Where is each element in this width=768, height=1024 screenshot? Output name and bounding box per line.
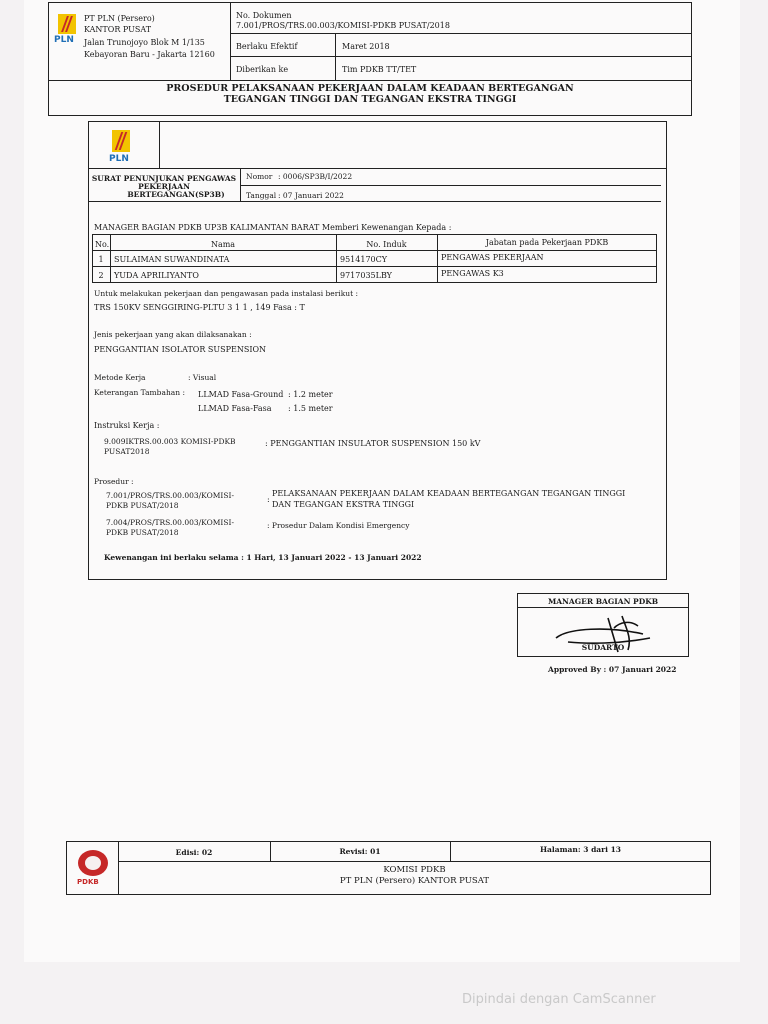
procedure2-value: : Prosedur Dalam Kondisi Emergency: [267, 521, 410, 530]
extra-label: Keterangan Tambahan :: [94, 388, 185, 397]
method-label: Metode Kerja: [94, 373, 146, 382]
org-line3: Jalan Trunojoyo Blok M 1/135: [84, 38, 205, 47]
pln-logo-icon: [110, 130, 132, 164]
org-line2: KANTOR PUSAT: [84, 25, 152, 34]
footer-committee-line1: KOMISI PDKB: [383, 865, 446, 875]
org-line4: Kebayoran Baru - Jakarta 12160: [84, 50, 215, 59]
pln-logo-text: PLN: [54, 35, 74, 45]
tanggal-value: : 07 Januari 2022: [278, 191, 344, 200]
footer-committee-line2: PT PLN (Persero) KANTOR PUSAT: [339, 876, 490, 886]
doc-title-line2: TEGANGAN TINGGI DAN TEGANGAN EKSTRA TINGGI: [223, 94, 517, 105]
llmad-ground-value: : 1.2 meter: [288, 390, 333, 399]
validity-text: Kewenangan ini berlaku selama : 1 Hari, 13 Januari 2022 - 13 Januari 2022: [104, 553, 422, 562]
pln-logo-text: PLN: [109, 154, 129, 164]
approver-name: SUDARTO: [581, 643, 625, 652]
table-header-no: No.: [95, 240, 110, 249]
row-nama: SULAIMAN SUWANDINATA: [114, 255, 230, 264]
approval-title: MANAGER BAGIAN PDKB: [547, 597, 659, 606]
row-induk: 9717035LBY: [340, 271, 392, 280]
org-line1: PT PLN (Persero): [84, 14, 155, 23]
procedure1-code-line1: 7.001/PROS/TRS.00.003/KOMISI-: [106, 491, 235, 500]
nomor-label: Nomor: [246, 172, 273, 181]
effective-value: Maret 2018: [342, 42, 390, 51]
installation: TRS 150KV SENGGIRING-PLTU 3 1 1 , 149 Fasa : T: [94, 303, 305, 312]
instruction-code-line2: PUSAT2018: [104, 447, 150, 456]
form-title-line1: SURAT PENUNJUKAN PENGAWAS: [91, 174, 237, 183]
job-type-label: Jenis pekerjaan yang akan dilaksanakan :: [94, 330, 252, 339]
pdkb-logo-icon: [74, 848, 112, 888]
instruction-value: : PENGGANTIAN INSULATOR SUSPENSION 150 kV: [265, 439, 481, 448]
form-title-line3: BERTEGANGAN(SP3B): [127, 190, 225, 199]
procedure1-value-line2: DAN TEGANGAN EKSTRA TINGGI: [272, 500, 415, 509]
method-value: : Visual: [188, 373, 217, 382]
scanner-watermark: Dipindai dengan CamScanner: [462, 992, 656, 1007]
doc-title-line1: PROSEDUR PELAKSANAAN PEKERJAAN DALAM KEADAAN BERTEGANGAN: [166, 83, 574, 94]
procedure1-code-line2: PDKB PUSAT/2018: [106, 501, 179, 510]
pdkb-logo-text: PDKB: [77, 878, 99, 886]
table-header-nama: Nama: [210, 240, 236, 249]
job-type: PENGGANTIAN ISOLATOR SUSPENSION: [94, 345, 267, 354]
approved-by: Approved By : 07 Januari 2022: [548, 665, 677, 674]
row-no: 2: [98, 271, 104, 280]
form-title-line2: PEKERJAAN: [138, 182, 190, 191]
row-induk: 9514170CY: [340, 255, 388, 264]
row-no: 1: [98, 255, 104, 264]
llmad-ground-label: LLMAD Fasa-Ground: [198, 390, 284, 399]
table-header-induk: No. Induk: [366, 240, 407, 249]
llmad-phase-value: : 1.5 meter: [288, 404, 333, 413]
nomor-value: : 0006/SP3B/I/2022: [278, 172, 353, 181]
task-intro: Untuk melakukan pekerjaan dan pengawasan pada instalasi berikut :: [94, 289, 359, 298]
pln-logo-icon: [56, 14, 78, 46]
llmad-phase-label: LLMAD Fasa-Fasa: [198, 404, 272, 413]
procedure2-code-line2: PDKB PUSAT/2018: [106, 528, 179, 537]
doc-number-label: No. Dokumen: [236, 11, 292, 20]
tanggal-label: Tanggal: [246, 191, 277, 200]
footer-edisi: Edisi: 02: [175, 848, 213, 857]
procedure1-value-line1: PELAKSANAAN PEKERJAAN DALAM KEADAAN BERTEGANGAN TEGANGAN TINGGI: [272, 489, 626, 498]
table-header-jabatan: Jabatan pada Pekerjaan PDKB: [485, 238, 609, 247]
procedure2-code-line1: 7.004/PROS/TRS.00.003/KOMISI-: [106, 518, 235, 527]
procedure-label: Prosedur :: [94, 477, 134, 486]
footer-halaman: Halaman: 3 dari 13: [539, 845, 622, 854]
effective-label: Berlaku Efektif: [236, 42, 298, 51]
instruction-label: Instruksi Kerja :: [94, 421, 160, 430]
given-value: Tim PDKB TT/TET: [342, 65, 417, 74]
row-jabatan: PENGAWAS K3: [441, 269, 504, 278]
doc-number-value: 7.001/PROS/TRS.00.003/KOMISI-PDKB PUSAT/2018: [236, 21, 450, 30]
authority-text: MANAGER BAGIAN PDKB UP3B KALIMANTAN BARAT Memberi Kewenangan Kepada :: [94, 223, 452, 232]
row-jabatan: PENGAWAS PEKERJAAN: [441, 253, 544, 262]
row-nama: YUDA APRILIYANTO: [114, 271, 199, 280]
instruction-code-line1: 9.009IKTRS.00.003 KOMISI-PDKB: [104, 437, 236, 446]
given-label: Diberikan ke: [236, 65, 289, 74]
footer-revisi: Revisi: 01: [339, 847, 381, 856]
